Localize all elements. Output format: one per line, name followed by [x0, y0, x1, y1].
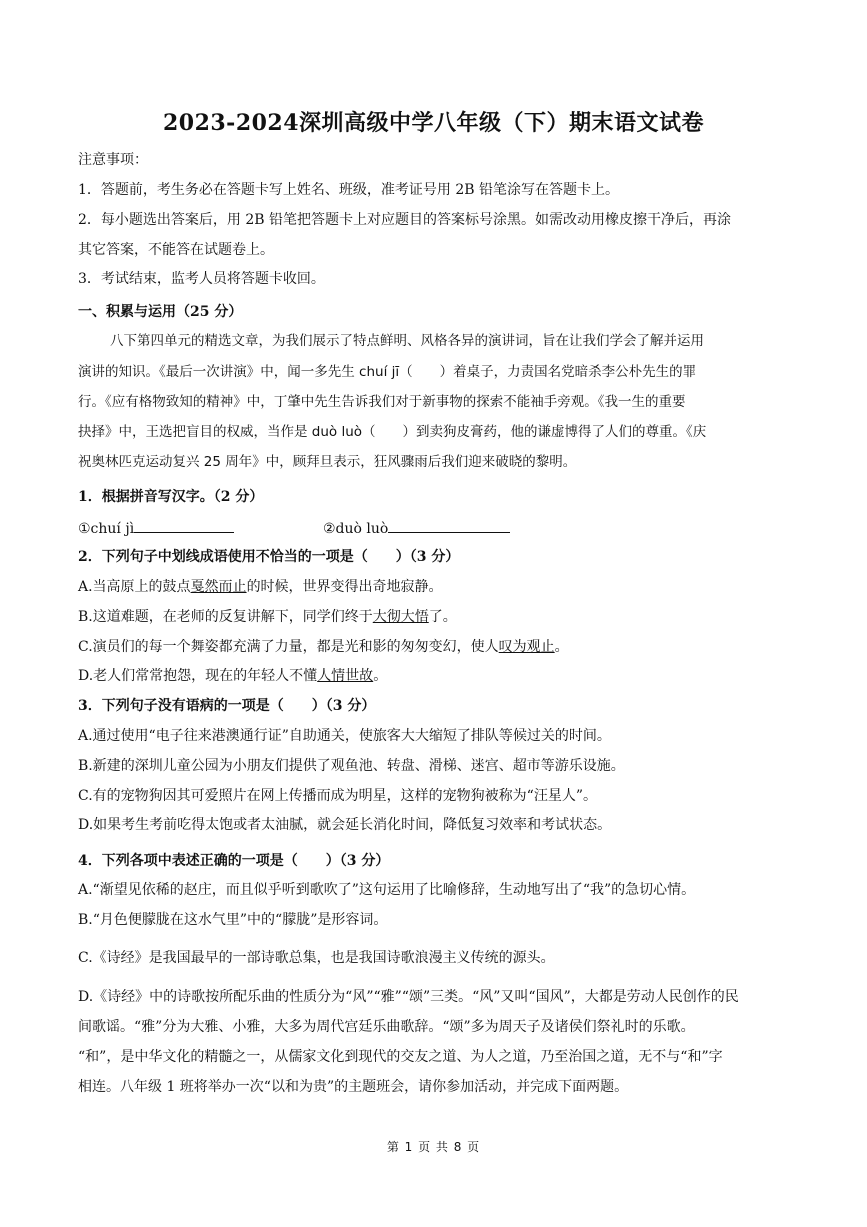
question-3-stem: 3．下列句子没有语病的一项是（ ）（3 分） — [78, 698, 376, 714]
intro-paragraph: “和”，是中华文化的精髓之一，从儒家文化到现代的交友之道、为人之道，乃至治国之道，无不与“和”字 — [78, 1049, 723, 1065]
passage-line: 演讲的知识。《最后一次讲演》中，闻一多先生 chuí jī（ ）着桌子，力责国名党暗杀李公朴先生的罪 — [78, 364, 697, 380]
question-1-stem: 1．根据拼音写汉字。（2 分） — [78, 489, 264, 505]
answer-a-label: ①chuí jì — [78, 521, 135, 537]
question-2-option: A.当高原上的鼓点戛然而止的时候，世界变得出奇地寂静。 — [78, 579, 443, 595]
question-3-option: A.通过使用“电子往来港澳通行证”自助通关，使旅客大大缩短了排队等候过关的时间。 — [78, 728, 611, 744]
question-2-option: C.演员们的每一个舞姿都充满了力量，都是光和影的匆匆变幻，使人叹为观止。 — [78, 639, 569, 655]
exam-title: 2023-2024深圳高级中学八年级（下）期末语文试卷 — [162, 110, 705, 136]
answer-b-blank[interactable] — [388, 518, 510, 533]
underlined-idiom: 人情世故 — [317, 668, 374, 684]
question-4-option: D.《诗经》中的诗歌按所配乐曲的性质分为“风”“雅”“颂”三类。“风”又叫“国风”，大都是劳动人民创作的民 — [78, 989, 739, 1005]
question-4-option: B.“月色便朦胧在这水气里”中的“朦胧”是形容词。 — [78, 912, 388, 928]
passage-line: 行。《应有格物致知的精神》中，丁肇中先生告诉我们对于新事物的探索不能袖手旁观。《我一生的重要 — [78, 394, 686, 410]
question-4-option: C.《诗经》是我国最早的一部诗歌总集，也是我国诗歌浪漫主义传统的源头。 — [78, 950, 555, 966]
intro-paragraph: 相连。八年级 1 班将举办一次“以和为贵”的主题班会，请你参加活动，并完成下面两题。 — [78, 1079, 629, 1095]
question-1-answers — [78, 518, 788, 539]
question-2-option: B.这道难题，在老师的反复讲解下，同学们终于大彻大悟了。 — [78, 609, 457, 625]
notice-item: 3．考试结束，监考人员将答题卡收回。 — [78, 271, 325, 287]
answer-a-blank[interactable] — [134, 518, 234, 533]
section-heading: 一、积累与运用（25 分） — [78, 304, 243, 320]
question-2-stem: 2．下列句子中划线成语使用不恰当的一项是（ ）（3 分） — [78, 549, 460, 565]
passage-line: 八下第四单元的精选文章，为我们展示了特点鲜明、风格各异的演讲词，旨在让我们学会了解并运用 — [110, 333, 704, 349]
underlined-idiom: 戛然而止 — [190, 579, 247, 595]
question-3-option: D.如果考生考前吃得太饱或者太油腻，就会延长消化时间，降低复习效率和考试状态。 — [78, 817, 612, 833]
answer-b-label: ②duò luò — [323, 521, 389, 537]
question-2-option: D.老人们常常抱怨，现在的年轻人不懂人情世故。 — [78, 668, 388, 684]
passage-line: 抉择》中，王选把盲目的权威，当作是 duò luò（ ）到卖狗皮膏药，他的谦虚博得了人们的尊重。《庆 — [78, 424, 707, 440]
question-3-option: B.新建的深圳儿童公园为小朋友们提供了观鱼池、转盘、滑梯、迷宫、超市等游乐设施。 — [78, 758, 625, 774]
question-3-option: C.有的宠物狗因其可爱照片在网上传播而成为明星，这样的宠物狗被称为“汪星人”。 — [78, 788, 597, 804]
notice-heading: 注意事项： — [78, 152, 148, 168]
notice-item: 2．每小题选出答案后，用 2B 铅笔把答题卡上对应题目的答案标号涂黑。如需改动用橡皮擦干净后，再涂 — [78, 212, 732, 228]
notice-item: 其它答案，不能答在试题卷上。 — [78, 242, 274, 258]
notice-item: 1．答题前，考生务必在答题卡写上姓名、班级，准考证号用 2B 铅笔涂写在答题卡上。 — [78, 182, 620, 198]
underlined-idiom: 叹为观止 — [498, 639, 555, 655]
passage-line: 祝奥林匹克运动复兴 25 周年》中，顾拜旦表示，狂风骤雨后我们迎来破晓的黎明。 — [78, 454, 577, 470]
question-4-option: A.“渐望见依稀的赵庄，而且似乎听到歌吹了”这句运用了比喻修辞，生动地写出了“我”的急切心情。 — [78, 882, 696, 898]
underlined-idiom: 大彻大悟 — [372, 609, 429, 625]
page-footer: 第 1 页 共 8 页 — [386, 1140, 481, 1154]
question-4-stem: 4．下列各项中表述正确的一项是（ ）（3 分） — [78, 853, 390, 869]
question-4-option: 间歌谣。“雅”分为大雅、小雅，大多为周代宫廷乐曲歌辞。“颂”多为周天子及诸侯们祭礼时的乐歌。 — [78, 1019, 695, 1035]
